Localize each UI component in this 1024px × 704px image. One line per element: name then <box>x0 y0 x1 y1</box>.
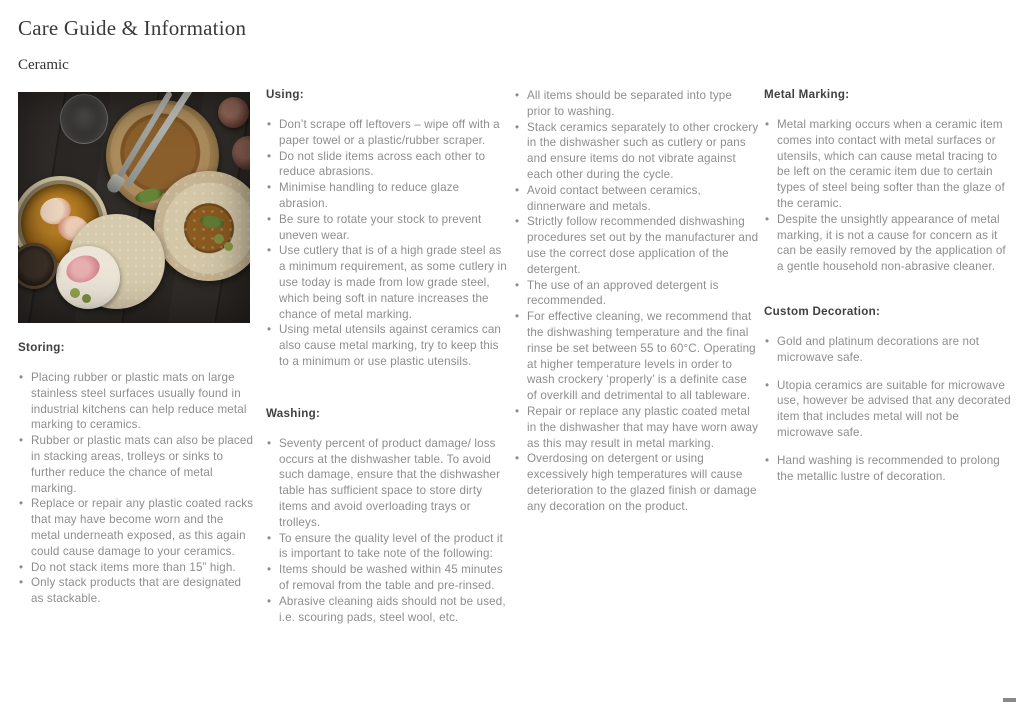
page-corner-mark <box>1003 698 1016 702</box>
list-item: • Hand washing is recommended to prolong the metallic lustre of decoration. <box>764 453 1012 485</box>
page-header <box>18 16 246 74</box>
list-item: • To ensure the quality level of the product it is important to take note of the following: <box>266 531 507 563</box>
list-item: • Only stack products that are designated as stackable. <box>18 575 255 607</box>
column-3 <box>514 88 759 515</box>
list-item: • Strictly follow recommended dishwashing procedures set out by the manufacturer and use the correct dose application of the detergent. <box>514 214 759 277</box>
list-item: • The use of an approved detergent is recommended. <box>514 278 759 310</box>
cream-soup-bowl <box>154 171 250 281</box>
storing-list <box>18 370 255 607</box>
custom-decoration-list <box>764 334 1012 484</box>
section-heading-washing: Washing: <box>266 406 321 420</box>
list-item: • Don’t scrape off leftovers – wipe off with a paper towel or a plastic/rubber scraper. <box>266 117 507 149</box>
list-item: • Gold and platinum decorations are not microwave safe. <box>764 334 1012 366</box>
list-item: • Abrasive cleaning aids should not be used, i.e. scouring pads, steel wool, etc. <box>266 594 507 626</box>
section-storing <box>18 341 255 607</box>
list-item: • Seventy percent of product damage/ loss occurs at the dishwasher table. To avoid such damage, ensure that the dishwasher table has sufficient space to store dirty items and avoid overloading trays or trolleys. <box>266 436 507 531</box>
section-custom-decoration <box>764 305 1012 484</box>
olive <box>70 288 80 298</box>
washing-continued-list <box>514 88 759 515</box>
list-item: • Do not stack items more than 15” high. <box>18 560 255 576</box>
column-2 <box>266 88 507 625</box>
tableware-photo <box>18 92 250 323</box>
column-1 <box>18 92 255 607</box>
list-item: • Repair or replace any plastic coated metal in the dishwasher that may have worn away as this may result in metal marking. <box>514 404 759 451</box>
section-washing <box>266 407 507 626</box>
list-item: • Replace or repair any plastic coated racks that may have become worn and the metal underneath exposed, as this again could cause damage to your ceramics. <box>18 496 255 559</box>
list-item: • Avoid contact between ceramics, dinnerware and metals. <box>514 183 759 215</box>
section-heading-storing: Storing: <box>18 341 65 354</box>
section-metal-marking <box>764 88 1012 275</box>
list-item: • Items should be washed within 45 minutes of removal from the table and pre-rinsed. <box>266 562 507 594</box>
glass-tumbler <box>60 94 108 144</box>
section-heading-using: Using: <box>266 88 304 101</box>
list-item: • Using metal utensils against ceramics can also cause metal marking, try to keep this to a minimum or use plastic utensils. <box>266 322 507 369</box>
list-item: • Use cutlery that is of a high grade steel as a minimum requirement, as some cutlery in use today is made from low grade steel, which being soft in nature increases the chance of metal marking. <box>266 243 507 322</box>
list-item: • Do not slide items across each other to reduce abrasions. <box>266 149 507 181</box>
page-subtitle: Ceramic <box>18 57 69 73</box>
list-item: • Utopia ceramics are suitable for microwave use, however be advised that any decorated item that includes metal will not be microwave safe. <box>764 378 1012 441</box>
list-item: • For effective cleaning, we recommend that the dishwashing temperature and the final rinse be set between 55 to 60°C. Operating at higher temperature levels in order to wash crockery ‘properly’ is a definite case of overkill and detrimental to all tableware. <box>514 309 759 404</box>
list-item: • All items should be separated into type prior to washing. <box>514 88 759 120</box>
olive <box>82 294 91 303</box>
column-4 <box>764 88 1012 484</box>
list-item: • Overdosing on detergent or using excessively high temperatures will cause deterioration to the glazed finish or damage any decoration on the product. <box>514 451 759 514</box>
list-item: • Stack ceramics separately to other crockery in the dishwasher such as cutlery or pans and ensure items do not vibrate against each other during the cycle. <box>514 120 759 183</box>
list-item: • Minimise handling to reduce glaze abrasion. <box>266 180 507 212</box>
list-item: • Metal marking occurs when a ceramic item comes into contact with metal surfaces or utensils, which can cause metal tracing to be left on the ceramic item due to certain types of steel being softer than the glaze of the ceramic. <box>764 117 1012 212</box>
copper-cup <box>218 97 249 128</box>
olive <box>224 242 233 251</box>
list-item: • Placing rubber or plastic mats on large stainless steel surfaces usually found in industrial kitchens can help reduce metal marking to ceramics. <box>18 370 255 433</box>
olive <box>214 234 224 244</box>
section-washing-continued <box>514 88 759 515</box>
section-heading-custom-decoration: Custom Decoration: <box>764 304 881 318</box>
using-list <box>266 117 507 370</box>
page-title: Care Guide & Information <box>18 16 247 40</box>
dark-cup <box>18 243 57 289</box>
section-using <box>266 88 507 370</box>
list-item: • Despite the unsightly appearance of metal marking, it is not a cause for concern as it can be easily removed by the application of a gentle household non-abrasive cleaner. <box>764 212 1012 275</box>
section-heading-metal-marking: Metal Marking: <box>764 88 850 101</box>
copper-cup <box>232 136 250 170</box>
washing-list <box>266 436 507 626</box>
list-item: • Rubber or plastic mats can also be placed in stacking areas, trolleys or sinks to further reduce the chance of metal marking. <box>18 433 255 496</box>
metal-marking-list <box>764 117 1012 275</box>
list-item: • Be sure to rotate your stock to prevent uneven wear. <box>266 212 507 244</box>
